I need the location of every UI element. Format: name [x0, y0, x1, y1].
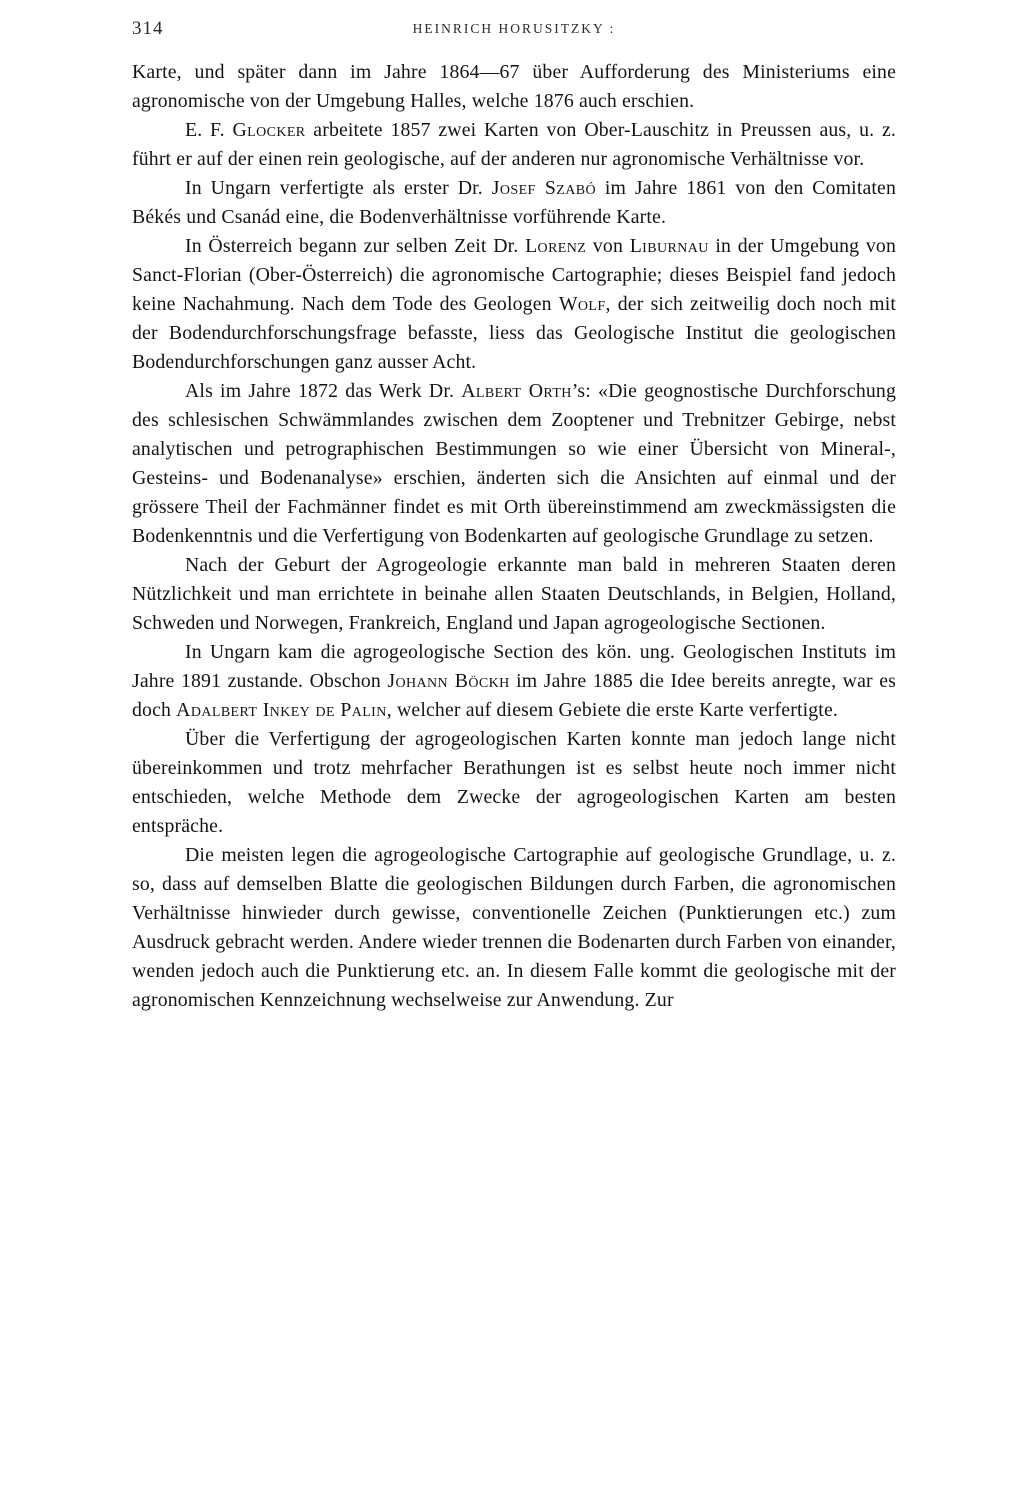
running-title: HEINRICH HORUSITZKY : — [412, 21, 616, 36]
paragraph — [132, 174, 896, 232]
text-run: ’s: «Die geognostische Durchforschung des schlesischen Schwämmlandes zwischen dem Zooptener und Trebnitzer Gebirge, nebst analytischen und petrographischen Bestimmungen so wie einer Übersicht von Mineral-, Gesteins- und Bodenanalyse» erschien, änderten sich die Ansichten auf einmal und der grössere Theil der Fachmänner findet es mit Orth übereinstimmend am zweckmässigsten die Bodenkenntnis und die Verfertigung von Bodenkarten auf geologische Grundlage zu setzen. — [132, 380, 896, 547]
paragraph — [132, 232, 896, 377]
running-head — [132, 18, 896, 46]
document-page — [132, 18, 896, 1015]
page-number: 314 — [132, 18, 164, 39]
text-run: arbeitete 1857 zwei Karten von Ober-Lauschitz in Preussen aus, u. z. führt er auf der einen rein geologische, auf der anderen nur agronomische Verhältnisse vor. — [132, 119, 896, 170]
text-run: E. F. — [185, 119, 233, 141]
paragraph — [132, 841, 896, 1015]
text-run: Als im Jahre 1872 das Werk Dr. — [185, 380, 462, 402]
author-name: Liburnau — [629, 235, 709, 257]
text-run: , der sich zeitweilig doch noch mit der Bodendurchforschungsfrage befasste, liess das Geologische Institut die geologischen Bodendurchforschungen ganz ausser Acht. — [132, 293, 896, 373]
paragraph — [132, 551, 896, 638]
text-run: In Ungarn kam die agrogeologische Section des kön. ung. Geologischen Instituts im Jahre 1891 zustande. Obschon — [132, 641, 896, 692]
author-name: Josef Szabó — [491, 177, 596, 199]
paragraph — [132, 116, 896, 174]
text-run: von — [586, 235, 630, 257]
text-run: In Ungarn verfertigte als erster Dr. — [185, 177, 492, 199]
paragraph — [132, 638, 896, 725]
text-run: Nach der Geburt der Agrogeologie erkannte man bald in mehreren Staaten deren Nützlichkeit und man errichtete in beinahe allen Staaten Deutschlands, in Belgien, Holland, Schweden und Norwegen, Frankreich, England und Japan agrogeologische Sectionen. — [132, 554, 896, 634]
text-run: In Österreich begann zur selben Zeit Dr. — [185, 235, 526, 257]
paragraph — [132, 725, 896, 841]
text-run: im Jahre 1861 von den Comitaten Békés und Csanád eine, die Bodenverhältnisse vorführende Karte. — [132, 177, 897, 228]
text-run: Die meisten legen die agrogeologische Cartographie auf geologische Grundlage, u. z. so, dass auf demselben Blatte die geologischen Bildungen durch Farben, die agronomischen Verhältnisse hinwieder durch gewisse, conventionelle Zeichen (Punktierungen etc.) zum Ausdruck gebracht werden. Andere wieder trennen die Bodenarten durch Farben von einander, wenden jedoch auch die Punktierung etc. an. In diesem Falle kommt die geologische mit der agronomischen Kennzeichnung wechselweise zur Anwendung. Zur — [132, 844, 896, 1011]
author-name: Albert Orth — [461, 380, 572, 402]
paragraph — [132, 377, 896, 551]
text-run: Karte, und später dann im Jahre 1864—67 über Aufforderung des Ministeriums eine agronomische von der Umgebung Halles, welche 1876 auch erschien. — [132, 61, 896, 112]
author-name: Glocker — [232, 119, 306, 141]
author-name: Wolf — [558, 293, 606, 315]
text-run: in der Umgebung von Sanct-Florian (Ober-Österreich) die agronomische Cartographie; dieses Beispiel fand jedoch keine Nachahmung. Nach dem Tode des Geologen — [132, 235, 897, 315]
author-name: Adalbert Inkey de Palin — [176, 699, 387, 721]
body-text — [132, 58, 896, 1015]
author-name: Lorenz — [525, 235, 587, 257]
paragraph — [132, 58, 896, 116]
text-run: im Jahre 1885 die Idee bereits anregte, war es doch — [132, 670, 897, 721]
text-run: , welcher auf diesem Gebiete die erste Karte verfertigte. — [386, 699, 838, 721]
text-run: Über die Verfertigung der agrogeologischen Karten konnte man jedoch lange nicht übereinkommen und trotz mehrfacher Berathungen ist es selbst heute noch immer nicht entschieden, welche Methode dem Zwecke der agrogeologischen Karten am besten entspräche. — [132, 728, 896, 837]
author-name: Johann Böckh — [387, 670, 510, 692]
